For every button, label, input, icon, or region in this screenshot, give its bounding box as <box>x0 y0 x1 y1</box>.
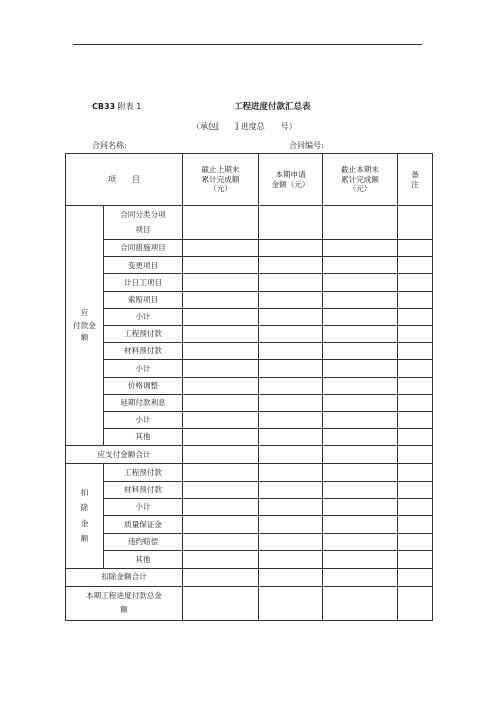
value-cell <box>183 516 259 533</box>
value-cell <box>398 377 433 394</box>
value-cell <box>398 360 433 377</box>
group-label-line: 扣 <box>80 487 89 497</box>
value-cell <box>259 429 323 446</box>
item-label: 工程预付款 <box>104 325 183 342</box>
value-cell <box>398 499 433 516</box>
deduct-total-row-label: 扣除金额合计 <box>66 568 183 586</box>
value-cell <box>323 360 398 377</box>
table-row <box>66 464 433 481</box>
value-cell <box>183 394 259 411</box>
table-row <box>66 533 433 550</box>
value-cell <box>183 274 259 291</box>
value-cell <box>323 464 398 481</box>
table-row <box>66 394 433 411</box>
value-cell <box>398 429 433 446</box>
value-cell <box>259 411 323 428</box>
value-cell <box>398 464 433 481</box>
grand-total-row-label-line: 本期工程进度付款总金 <box>86 590 162 600</box>
value-cell <box>183 206 259 240</box>
item-label: 小计 <box>104 411 183 428</box>
group-label-deduct <box>66 464 104 568</box>
value-cell <box>323 411 398 428</box>
value-cell <box>183 586 259 620</box>
table-row <box>66 291 433 308</box>
payable-total-row <box>66 446 433 464</box>
value-cell <box>323 551 398 568</box>
col-header-item: 项 目 <box>66 154 183 206</box>
value-cell <box>259 291 323 308</box>
group-label-payable <box>66 206 104 446</box>
col-header-current-line: 金额（元） <box>271 179 310 189</box>
item-label: 违约赔偿 <box>104 533 183 550</box>
group-label-line: 付款金 <box>73 320 96 330</box>
item-label: 变更项目 <box>104 257 183 274</box>
value-cell <box>259 274 323 291</box>
value-cell <box>183 291 259 308</box>
deduct-total-row <box>66 568 433 586</box>
value-cell <box>183 464 259 481</box>
value-cell <box>398 206 433 240</box>
value-cell <box>323 343 398 360</box>
value-cell <box>259 325 323 342</box>
value-cell <box>183 360 259 377</box>
value-cell <box>259 446 323 464</box>
item-label: 计日工项目 <box>104 274 183 291</box>
table-row <box>66 429 433 446</box>
table-row <box>66 360 433 377</box>
value-cell <box>323 446 398 464</box>
item-label <box>104 206 183 240</box>
value-cell <box>323 516 398 533</box>
value-cell <box>259 394 323 411</box>
value-cell <box>259 206 323 240</box>
item-label-line: 合同分类分项 <box>120 210 166 220</box>
form-code-suffix: 附表 1 <box>115 102 142 111</box>
form-code <box>92 101 141 112</box>
table-row <box>66 516 433 533</box>
col-header-cum-line: 累计完成额 <box>341 174 379 184</box>
table-row <box>66 411 433 428</box>
value-cell <box>183 325 259 342</box>
table-row <box>66 499 433 516</box>
value-cell <box>259 533 323 550</box>
table-row <box>66 308 433 325</box>
col-header-prev <box>183 154 259 206</box>
value-cell <box>259 586 323 620</box>
value-cell <box>323 274 398 291</box>
contract-no-label: 合同编号: <box>289 141 324 150</box>
value-cell <box>259 499 323 516</box>
value-cell <box>183 377 259 394</box>
item-label: 合同措施项目 <box>104 240 183 257</box>
contract-name-label: 合同名称: <box>92 141 127 150</box>
value-cell <box>398 308 433 325</box>
table-row <box>66 377 433 394</box>
group-label-line: 金 <box>80 518 89 528</box>
value-cell <box>323 429 398 446</box>
value-cell <box>259 360 323 377</box>
group-label-line: 应 <box>80 308 89 318</box>
value-cell <box>183 533 259 550</box>
group-label-line: 除 <box>80 503 89 513</box>
item-label: 小计 <box>104 499 183 516</box>
value-cell <box>259 481 323 498</box>
value-cell <box>183 481 259 498</box>
value-cell <box>323 257 398 274</box>
col-header-cum <box>323 154 398 206</box>
form-subtitle: （承包[ ] 进度总 号） <box>192 122 297 131</box>
table-row <box>66 551 433 568</box>
item-label: 小计 <box>104 308 183 325</box>
col-header-current-line: 本期申请 <box>275 170 306 180</box>
grand-total-row <box>66 586 433 620</box>
value-cell <box>183 446 259 464</box>
value-cell <box>259 343 323 360</box>
value-cell <box>323 308 398 325</box>
col-header-prev-line: （元） <box>209 184 232 194</box>
item-label: 索赔项目 <box>104 291 183 308</box>
group-label-line: 额 <box>80 333 89 343</box>
value-cell <box>259 568 323 586</box>
value-cell <box>398 343 433 360</box>
table-row <box>66 343 433 360</box>
value-cell <box>323 586 398 620</box>
top-rule <box>73 44 422 45</box>
value-cell <box>398 291 433 308</box>
value-cell <box>183 411 259 428</box>
value-cell <box>323 206 398 240</box>
table-row <box>66 274 433 291</box>
col-header-note <box>398 154 433 206</box>
value-cell <box>398 568 433 586</box>
value-cell <box>398 551 433 568</box>
item-label-line: 项目 <box>135 224 151 234</box>
form-code-id: CB33 <box>92 102 116 111</box>
group-label-line: 额 <box>80 534 89 544</box>
col-header-prev-line: 累计完成额 <box>201 174 240 184</box>
value-cell <box>398 446 433 464</box>
value-cell <box>398 411 433 428</box>
item-label: 其他 <box>104 551 183 568</box>
grand-total-row-label <box>66 586 183 620</box>
value-cell <box>323 240 398 257</box>
value-cell <box>259 516 323 533</box>
value-cell <box>183 308 259 325</box>
value-cell <box>323 394 398 411</box>
value-cell <box>398 274 433 291</box>
value-cell <box>398 516 433 533</box>
table-row <box>66 240 433 257</box>
item-label: 价格调整 <box>104 377 183 394</box>
value-cell <box>323 325 398 342</box>
value-cell <box>398 586 433 620</box>
progress-payment-table <box>65 153 433 621</box>
table-row <box>66 257 433 274</box>
value-cell <box>398 240 433 257</box>
item-label: 其他 <box>104 429 183 446</box>
value-cell <box>323 291 398 308</box>
col-header-note-line: 备 <box>411 170 419 180</box>
value-cell <box>398 257 433 274</box>
item-label: 材料预付款 <box>104 481 183 498</box>
value-cell <box>323 568 398 586</box>
value-cell <box>183 257 259 274</box>
value-cell <box>259 308 323 325</box>
table-row <box>66 481 433 498</box>
payable-total-row-label: 应支付金额合计 <box>66 446 183 464</box>
grand-total-row-label-line: 额 <box>120 605 128 615</box>
col-header-cum-line: 截止本期末 <box>341 165 379 175</box>
value-cell <box>183 343 259 360</box>
item-label: 延期付款利息 <box>104 394 183 411</box>
item-label: 材料预付款 <box>104 343 183 360</box>
value-cell <box>183 240 259 257</box>
header-row <box>66 154 433 206</box>
col-header-prev-line: 截止上期末 <box>201 165 240 175</box>
item-label: 工程预付款 <box>104 464 183 481</box>
value-cell <box>323 481 398 498</box>
item-label: 小计 <box>104 360 183 377</box>
form-title: 工程进度付款汇总表 <box>234 102 311 112</box>
value-cell <box>398 481 433 498</box>
value-cell <box>398 325 433 342</box>
col-header-current <box>259 154 323 206</box>
value-cell <box>398 394 433 411</box>
value-cell <box>259 257 323 274</box>
value-cell <box>323 499 398 516</box>
value-cell <box>323 377 398 394</box>
value-cell <box>183 429 259 446</box>
value-cell <box>183 551 259 568</box>
value-cell <box>259 240 323 257</box>
value-cell <box>183 499 259 516</box>
value-cell <box>259 377 323 394</box>
col-header-cum-line: （元） <box>348 184 372 194</box>
value-cell <box>323 533 398 550</box>
table-row <box>66 325 433 342</box>
col-header-note-line: 注 <box>411 179 419 189</box>
item-label: 质量保证金 <box>104 516 183 533</box>
value-cell <box>259 551 323 568</box>
value-cell <box>259 464 323 481</box>
value-cell <box>183 568 259 586</box>
value-cell <box>398 533 433 550</box>
table-row <box>66 206 433 240</box>
